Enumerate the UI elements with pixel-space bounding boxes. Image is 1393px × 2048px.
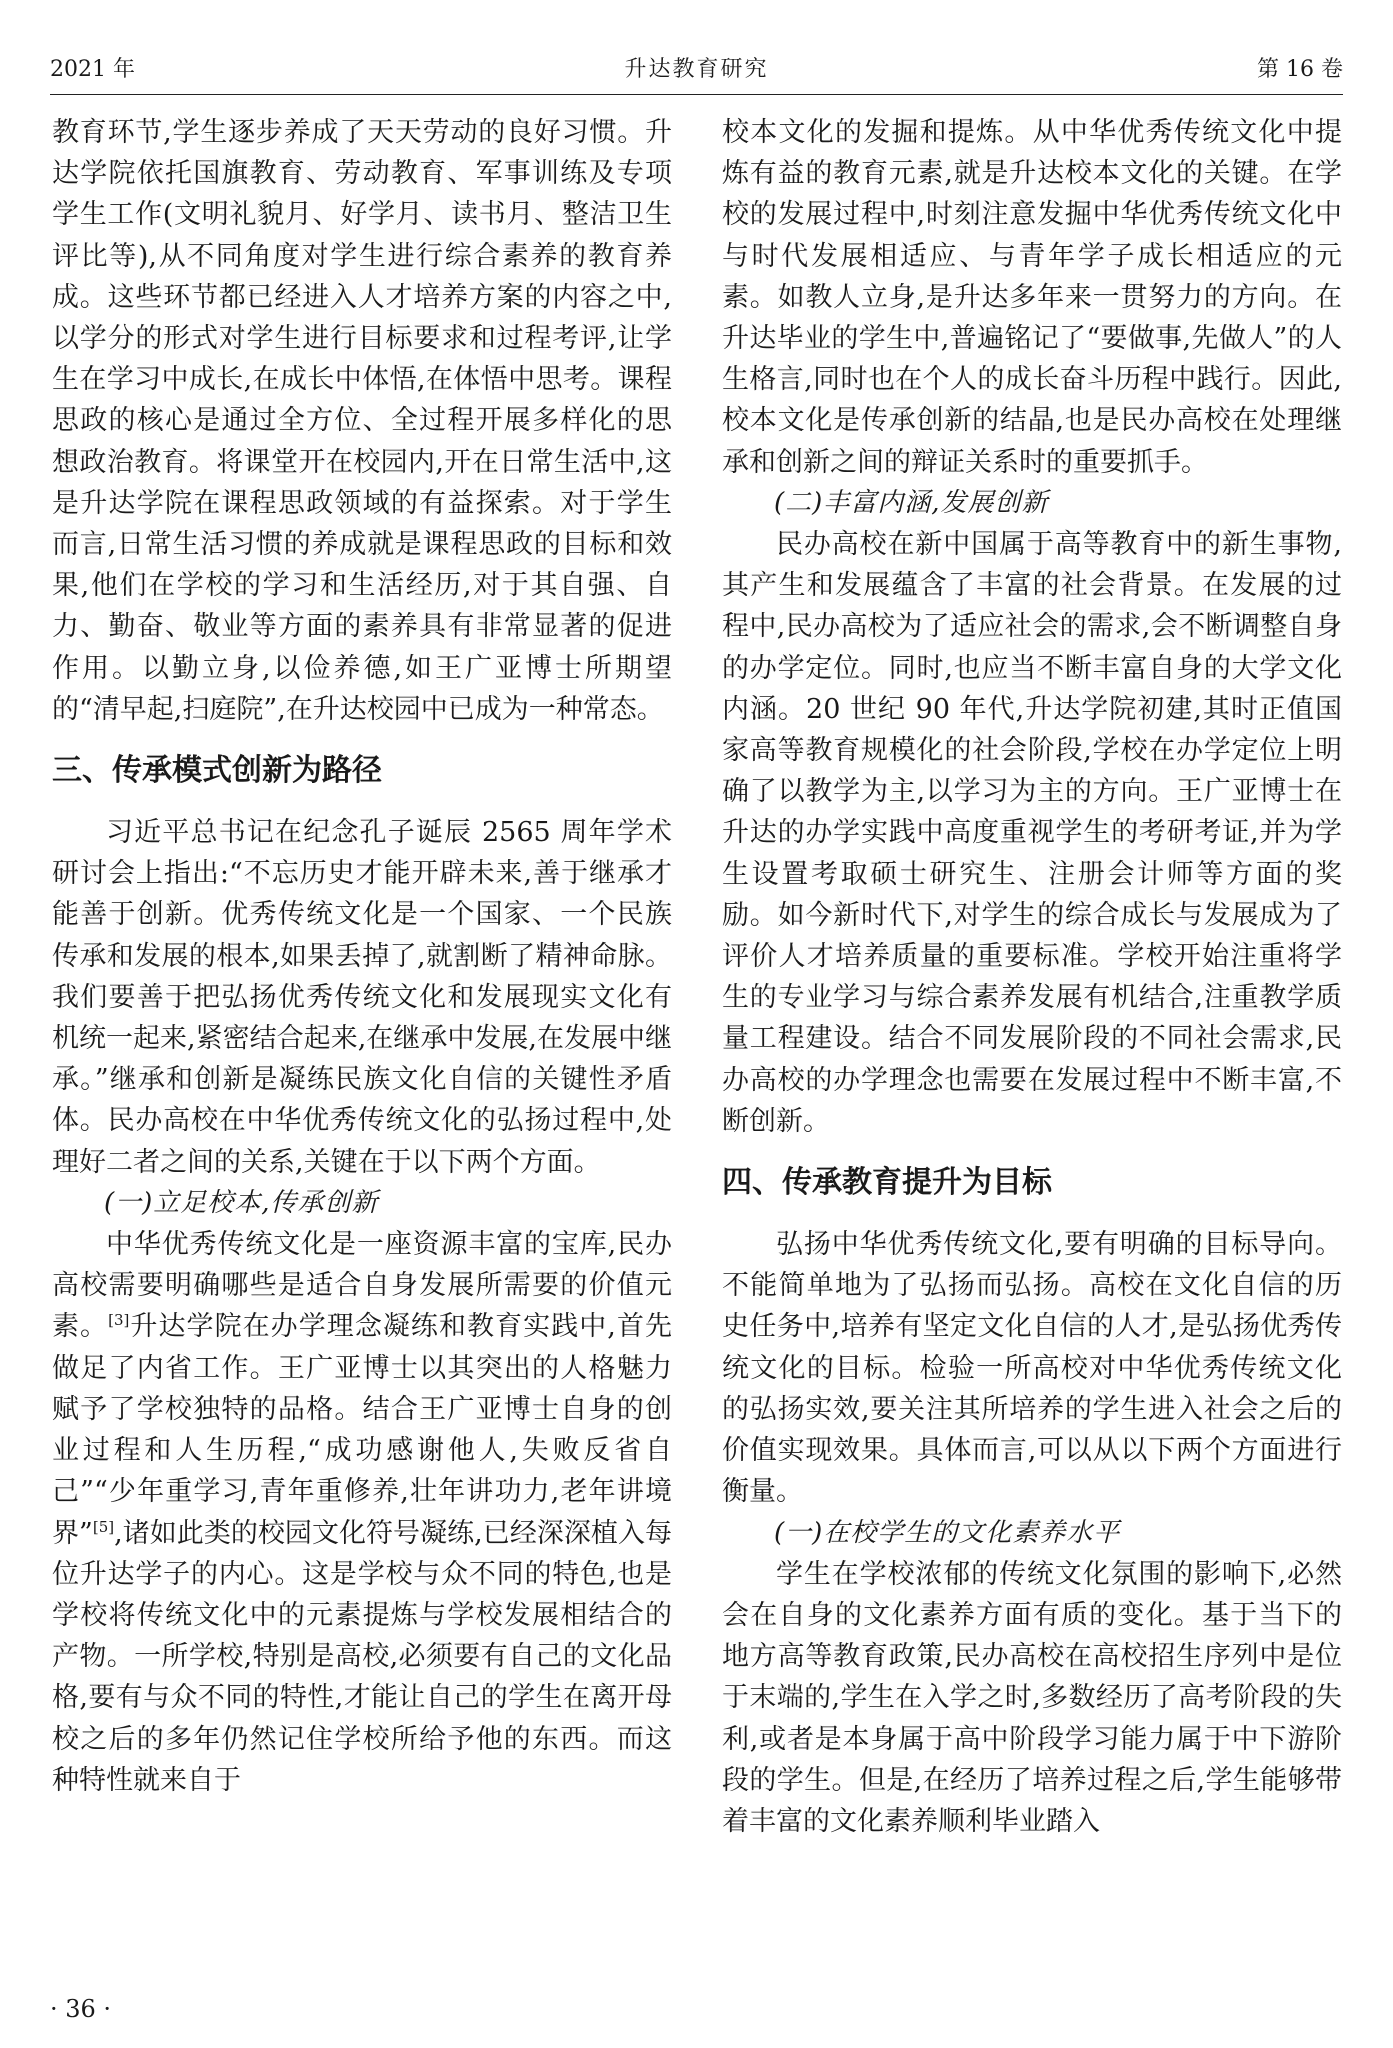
left-column <box>52 112 672 1972</box>
page-number: · 36 · <box>50 1995 112 2023</box>
body-paragraph: 校本文化的发掘和提炼。从中华优秀传统文化中提炼有益的教育元素,就是升达校本文化的关键。在学校的发展过程中,时刻注意发掘中华优秀传统文化中与时代发展相适应、与青年学子成长相适应的元素。如教人立身,是升达多年来一贯努力的方向。在升达毕业的学生中,普遍铭记了“要做事,先做人”的人生格言,同时也在个人的成长奋斗历程中践行。因此,校本文化是传承创新的结晶,也是民办高校在处理继承和创新之间的辩证关系时的重要抓手。 <box>722 117 1342 478</box>
citation-5[interactable]: [5] <box>92 1517 115 1536</box>
subsection-heading: (二)丰富内涵,发展创新 <box>774 487 1049 518</box>
header-journal-title: 升达教育研究 <box>624 57 769 82</box>
subsection-heading: (一)在校学生的文化素养水平 <box>774 1517 1121 1548</box>
body-paragraph: 习近平总书记在纪念孔子诞辰 2565 周年学术研讨会上指出:“不忘历史才能开辟未来,善于继承才能善于创新。优秀传统文化是一个国家、一个民族传承和发展的根本,如果丢掉了,就割断了精神命脉。我们要善于把弘扬优秀传统文化和发展现实文化有机统一起来,紧密结合起来,在继承中发展,在发展中继承。”继承和创新是凝练民族文化自信的关键性矛盾体。民办高校在中华优秀传统文化的弘扬过程中,处理好二者之间的关系,关键在于以下两个方面。 <box>52 817 672 1178</box>
body-paragraph: 弘扬中华优秀传统文化,要有明确的目标导向。不能简单地为了弘扬而弘扬。高校在文化自信的历史任务中,培养有坚定文化自信的人才,是弘扬优秀传统文化的目标。检验一所高校对中华优秀传统文化的弘扬实效,要关注其所培养的学生进入社会之后的价值实现效果。具体而言,可以从以下两个方面进行衡量。 <box>722 1229 1342 1508</box>
citation-3[interactable]: [3] <box>108 1311 130 1330</box>
section-heading-4: 四、传承教育提升为目标 <box>722 1165 1052 1201</box>
running-header <box>50 52 1343 92</box>
body-paragraph: 教育环节,学生逐步养成了天天劳动的良好习惯。升达学院依托国旗教育、劳动教育、军事训练及专项学生工作(文明礼貌月、好学月、读书月、整洁卫生评比等),从不同角度对学生进行综合素养的教育养成。这些环节都已经进入人才培养方案的内容之中,以学分的形式对学生进行目标要求和过程考评,让学生在学习中成长,在成长中体悟,在体悟中思考。课程思政的核心是通过全方位、全过程开展多样化的思想政治教育。将课堂开在校园内,开在日常生活中,这是升达学院在课程思政领域的有益探索。对于学生而言,日常生活习惯的养成就是课程思政的目标和效果,他们在学校的学习和生活经历,对于其自强、自力、勤奋、敬业等方面的素养具有非常显著的促进作用。以勤立身,以俭养德,如王广亚博士所期望的“清早起,扫庭院”,在升达校园中已成为一种常态。 <box>52 117 672 725</box>
body-text: ,诸如此类的校园文化符号凝练,已经深深植入每位升达学子的内心。这是学校与众不同的特色,也是学校将传统文化中的元素提炼与学校发展相结合的产物。一所学校,特别是高校,必须要有自己的文化品格,要有与众不同的特性,才能让自己的学生在离开母校之后的多年仍然记住学校所给予他的东西。而这种特性就来自于 <box>52 1517 672 1796</box>
body-paragraph: 学生在学校浓郁的传统文化氛围的影响下,必然会在自身的文化素养方面有质的变化。基于当下的地方高等教育政策,民办高校在高校招生序列中是位于末端的,学生在入学之时,多数经历了高考阶段的失利,或者是本身属于高中阶段学习能力属于中下游阶段的学生。但是,在经历了培养过程之后,学生能够带着丰富的文化素养顺利毕业踏入 <box>722 1558 1342 1837</box>
body-text: 中华优秀传统文化是一座资源丰富的宝库,民办高校需要明确哪些是适合自身发展所需要的价值元素。 <box>52 1229 672 1343</box>
subsection-heading: (一)立足校本,传承创新 <box>104 1187 379 1218</box>
body-text: 升达学院在办学理念凝练和教育实践中,首先做足了内省工作。王广亚博士以其突出的人格魅力赋予了学校独特的品格。结合王广亚博士自身的创业过程和人生历程,“成功感谢他人,失败反省自己”“少年重学习,青年重修养,壮年讲功力,老年讲境界” <box>52 1311 672 1549</box>
right-column <box>722 112 1342 1972</box>
header-volume: 第 16 卷 <box>1257 57 1343 82</box>
header-year: 2021 年 <box>50 57 135 82</box>
section-heading-3: 三、传承模式创新为路径 <box>52 753 382 789</box>
header-rule <box>50 94 1343 95</box>
body-paragraph: 民办高校在新中国属于高等教育中的新生事物,其产生和发展蕴含了丰富的社会背景。在发展的过程中,民办高校为了适应社会的需求,会不断调整自身的办学定位。同时,也应当不断丰富自身的大学文化内涵。20 世纪 90 年代,升达学院初建,其时正值国家高等教育规模化的社会阶段,学校在办学定位上明确了以教学为主,以学习为主的方向。王广亚博士在升达的办学实践中高度重视学生的考研考证,并为学生设置考取硕士研究生、注册会计师等方面的奖励。如今新时代下,对学生的综合成长与发展成为了评价人才培养质量的重要标准。学校开始注重将学生的专业学习与综合素养发展有机结合,注重教学质量工程建设。结合不同发展阶段的不同社会需求,民办高校的办学理念也需要在发展过程中不断丰富,不断创新。 <box>722 529 1342 1137</box>
body-paragraph <box>52 1224 672 1801</box>
